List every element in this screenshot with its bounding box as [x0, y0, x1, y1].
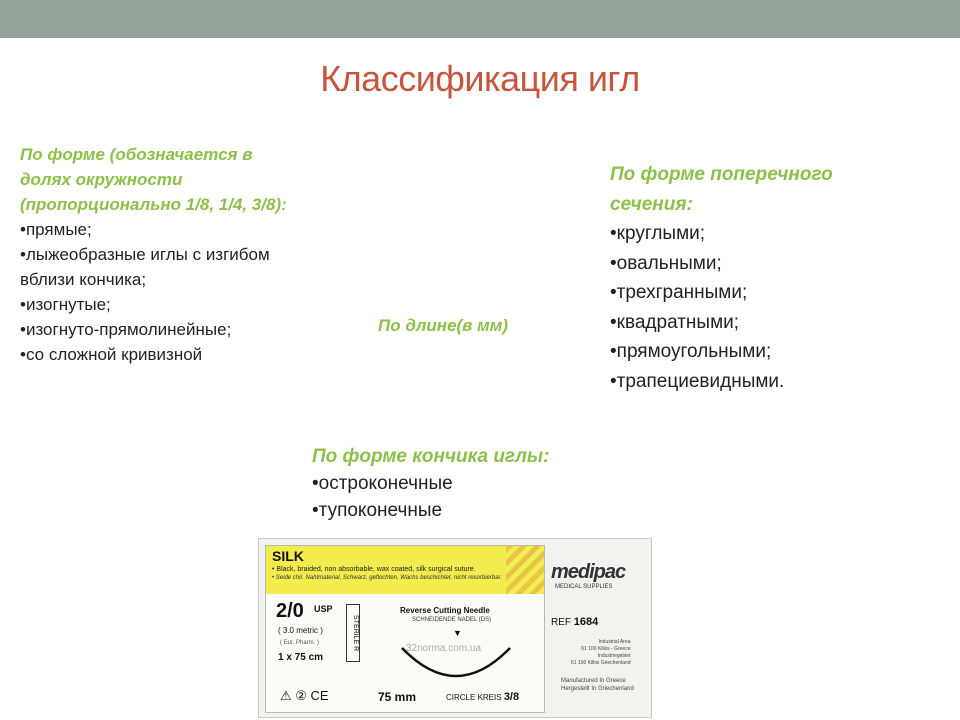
tip-section [312, 443, 549, 524]
circle-value: 3/8 [503, 691, 520, 703]
tip-item: •тупоконечные [312, 500, 443, 521]
shape-item: •лыжеобразные иглы с изгибом [20, 245, 270, 264]
shape-section [20, 142, 287, 367]
made-in [561, 677, 634, 693]
description-en: • Black, braided, non absorbable, wax coated, silk surgical suture. [272, 566, 476, 573]
package-card [258, 538, 652, 718]
cross-item: •овальными; [610, 252, 722, 274]
shape-heading-line-1: По форме (обозначается в [20, 145, 253, 164]
shape-item: •прямые; [20, 220, 92, 239]
shape-heading-line-3: (пропорционально 1/8, 1/4, 3/8): [20, 195, 287, 214]
needle-type: Reverse Cutting Needle [400, 606, 490, 615]
ref-label: REF [551, 617, 571, 628]
cross-item: •трапециевидными. [610, 370, 785, 392]
address-line: Industriegebiet [597, 653, 631, 659]
suture-size: 2/0 [276, 600, 304, 622]
suture-length: 1 x 75 cm [278, 652, 324, 663]
suture-package-image [258, 538, 658, 720]
shape-item: •изогнуто-прямолинейные; [20, 320, 232, 339]
cross-heading-line-2: сечения: [610, 193, 693, 215]
address-line: Industrial Area [598, 639, 631, 645]
circle-fraction [446, 691, 519, 703]
package-label [265, 545, 545, 713]
top-bar [0, 0, 960, 38]
made-line: Manufactured In Greece [561, 678, 626, 684]
tip-item: •остроконечные [312, 473, 453, 494]
cross-item: •прямоугольными; [610, 341, 772, 362]
sterile-box: STERILE R [346, 604, 360, 662]
cross-item: •круглыми; [610, 223, 706, 244]
cross-section [610, 160, 833, 396]
needle-tip-icon: ▼ [453, 628, 462, 638]
brand-subtitle: MEDICAL SUPPLIES [555, 584, 613, 590]
manufacturer-address [571, 639, 630, 667]
pharm-label: ( Eur. Pharm. ) [280, 640, 320, 646]
brand-logo: medipac [551, 561, 626, 583]
metric-size: ( 3.0 metric ) [278, 626, 323, 635]
shape-item: •изогнутые; [20, 295, 111, 314]
slide-title: Классификация игл [320, 58, 640, 99]
package-symbols: ⚠ ② CE [280, 688, 329, 703]
usp-label: USP [314, 604, 333, 614]
shape-item: вблизи кончика; [20, 270, 147, 289]
silk-label: SILK [272, 548, 304, 564]
yellow-stripe [506, 546, 544, 594]
needle-length: 75 mm [378, 690, 417, 704]
ref-value: 1684 [573, 616, 599, 628]
shape-heading-line-2: долях окружности [20, 170, 183, 189]
shape-item: •со сложной кривизной [20, 345, 203, 364]
address-line: 61 100 Kilkis - Greece [581, 646, 631, 652]
tip-heading: По форме кончика иглы: [312, 446, 550, 467]
description-de: • Seide chir. Nahtmaterial, Schwarz, geflochten, Wachs beschichtet, nicht resorbierbar. [272, 575, 502, 581]
address-line: 61 100 Kilkis Griechenland [571, 660, 631, 666]
circle-label: CIRCLE KREIS [446, 693, 502, 702]
length-label: По длине(в мм) [378, 316, 508, 335]
needle-type-de: SCHNEIDENDE NADEL (DS) [412, 617, 492, 623]
yellow-header [266, 546, 544, 594]
cross-heading-line-1: По форме поперечного [610, 164, 833, 185]
ref-number [551, 616, 598, 628]
watermark: 32norma.com.ua [406, 643, 482, 654]
cross-item: •квадратными; [610, 311, 740, 333]
made-line: Hergestellt In Griechenland [561, 686, 634, 692]
cross-item: •трехгранными; [610, 282, 748, 303]
